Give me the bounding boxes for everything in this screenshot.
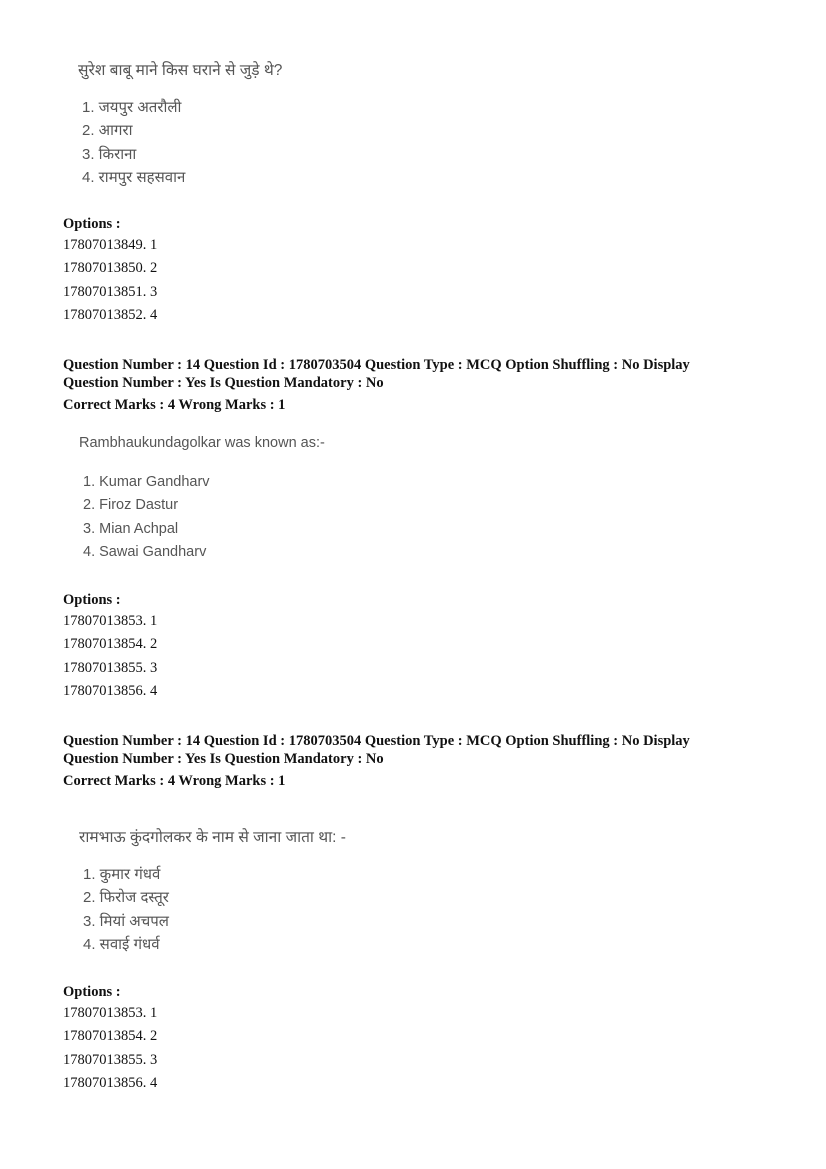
question-text: Rambhaukundagolkar was known as:- bbox=[79, 435, 325, 451]
choice-3: 3. किराना bbox=[82, 145, 137, 163]
options-list-1 bbox=[63, 214, 763, 327]
option-item: 17807013855. 3 bbox=[63, 659, 158, 676]
option-item: 17807013851. 3 bbox=[63, 283, 158, 300]
options-list-2 bbox=[63, 590, 763, 703]
options-title: Options : bbox=[63, 984, 121, 1000]
marks-line: Correct Marks : 4 Wrong Marks : 1 bbox=[63, 773, 286, 789]
option-item: 17807013855. 3 bbox=[63, 1051, 158, 1068]
question-meta-line-2: Question Number : Yes Is Question Mandatory : No bbox=[63, 375, 384, 391]
marks-line: Correct Marks : 4 Wrong Marks : 1 bbox=[63, 397, 286, 413]
choice-2: 2. आगरा bbox=[82, 122, 133, 140]
question-text: सुरेश बाबू माने किस घराने से जुड़े थे? bbox=[78, 62, 283, 79]
question-meta-line-2: Question Number : Yes Is Question Mandatory : No bbox=[63, 751, 384, 767]
option-item: 17807013853. 1 bbox=[63, 613, 158, 629]
choice-1: 1. कुमार गंधर्व bbox=[83, 866, 161, 883]
choice-4: 4. Sawai Gandharv bbox=[83, 543, 207, 560]
question-image-1 bbox=[78, 58, 282, 189]
question-meta-line-1: Question Number : 14 Question Id : 1780703504 Question Type : MCQ Option Shuffling : No Display bbox=[63, 357, 690, 373]
question-text: रामभाऊ कुंदगोलकर के नाम से जाना जाता था: - bbox=[79, 829, 346, 846]
choice-2: 2. Firoz Dastur bbox=[83, 497, 179, 514]
option-item: 17807013854. 2 bbox=[63, 1028, 158, 1045]
options-list-3 bbox=[63, 982, 763, 1095]
choice-4: 4. सवाई गंधर्व bbox=[83, 935, 160, 953]
option-item: 17807013853. 1 bbox=[63, 1005, 158, 1021]
option-item: 17807013854. 2 bbox=[63, 636, 158, 653]
question-image-3 bbox=[79, 825, 346, 956]
option-item: 17807013849. 1 bbox=[63, 237, 158, 253]
choice-1: 1. Kumar Gandharv bbox=[83, 474, 210, 490]
choice-3: 3. मियां अचपल bbox=[83, 912, 169, 930]
choice-4: 4. रामपुर सहसवान bbox=[82, 168, 186, 186]
options-title: Options : bbox=[63, 592, 121, 608]
question-image-2 bbox=[79, 435, 325, 564]
choice-1: 1. जयपुर अतरौली bbox=[82, 99, 182, 116]
question-meta-line-1: Question Number : 14 Question Id : 1780703504 Question Type : MCQ Option Shuffling : No Display bbox=[63, 733, 690, 749]
question-header-2 bbox=[63, 356, 763, 414]
option-item: 17807013856. 4 bbox=[63, 682, 158, 699]
option-item: 17807013856. 4 bbox=[63, 1074, 158, 1091]
choice-3: 3. Mian Achpal bbox=[83, 520, 179, 537]
option-item: 17807013850. 2 bbox=[63, 260, 158, 277]
option-item: 17807013852. 4 bbox=[63, 306, 158, 323]
question-header-3 bbox=[63, 732, 763, 790]
options-title: Options : bbox=[63, 216, 121, 232]
choice-2: 2. फिरोज दस्तूर bbox=[83, 889, 169, 907]
